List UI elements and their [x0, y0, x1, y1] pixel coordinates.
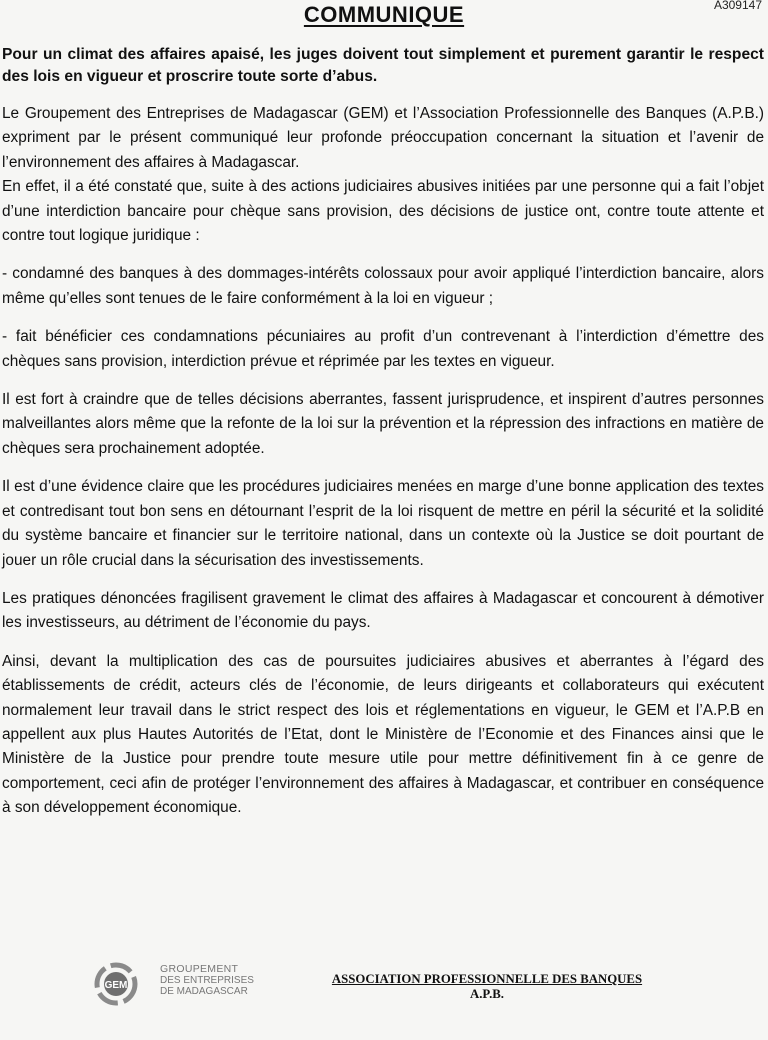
document-title [0, 2, 768, 28]
title-text: COMMUNIQUE [303, 2, 465, 27]
signature-footer [0, 958, 768, 1018]
paragraph-1: Le Groupement des Entreprises de Madagascar (GEM) et l’Association Professionnelle des Banques (A.P.B.) expriment par le présent communiqué leur profonde préoccupation concernant la situation et l’avenir de l’environnement des affaires à Madagascar. [2, 105, 764, 171]
gem-logo-icon [94, 962, 150, 1006]
gem-line-3: DE MADAGASCAR [160, 986, 248, 997]
bullet-2: - fait bénéficier ces condamnations pécuniaires au profit d’un contrevenant à l’interdiction d’émettre des chèques sans provision, interdiction prévue et réprimée par les textes en vigueur. [2, 328, 764, 370]
apb-name: ASSOCIATION PROFESSIONNELLE DES BANQUES [331, 972, 643, 986]
gem-line-2: DES ENTREPRISES [160, 975, 254, 986]
paragraph-3: Il est fort à craindre que de telles décisions aberrantes, fassent jurisprudence, et inspirent d’autres personnes malveillantes alors même que la refonte de la loi sur la prévention et la répression des infractions en matière de chèques sera prochainement adoptée. [2, 391, 764, 457]
paragraph-4: Il est d’une évidence claire que les procédures judiciaires menées en marge d’une bonne application des textes et contredisant tout bon sens en détournant l’esprit de la loi risquent de mettre en péril la sécurité et la solidité du système bancaire et financier sur le territoire national, dans un contexte où la Justice se doit pourtant de jouer un rôle crucial dans la sécurisation des investissements. [2, 478, 764, 569]
svg-text:GEM: GEM [104, 980, 128, 991]
apb-abbr: A.P.B. [469, 987, 505, 1001]
document-body [2, 44, 764, 821]
document-reference: A309147 [713, 0, 762, 12]
lead-paragraph: Pour un climat des affaires apaisé, les juges doivent tout simplement et purement garantir le respect des lois en vigueur et proscrire toute sorte d’abus. [2, 46, 764, 85]
gem-line-1: GROUPEMENT [160, 963, 239, 975]
paragraph-6: Ainsi, devant la multiplication des cas de poursuites judiciaires abusives et aberrantes à l’égard des établissements de crédit, acteurs clés de l’économie, de leurs dirigeants et collaborateurs qui exécutent normalement leur travail dans le strict respect des lois et réglementations en vigueur, le GEM et l’A.P.B en appellent aux plus Hautes Autorités de l’Etat, dont le Ministère de l’Economie et des Finances ainsi que le Ministère de la Justice pour prendre toute mesure utile pour mettre définitivement fin à ce genre de comportement, ceci afin de protéger l’environnement des affaires à Madagascar, et contribuer en conséquence à son développement économique. [2, 652, 764, 817]
paragraph-2: En effet, il a été constaté que, suite à des actions judiciaires abusives initiées par une personne qui a fait l’objet d’une interdiction bancaire pour chèque sans provision, des décisions de justice ont, contre toute attente et contre tout logique juridique : [2, 178, 764, 245]
bullet-1: - condamné des banques à des dommages-intérêts colossaux pour avoir appliqué l’interdiction bancaire, alors même qu’elles sont tenues de le faire conformément à la loi en vigueur ; [2, 265, 764, 307]
paragraph-5: Les pratiques dénoncées fragilisent gravement le climat des affaires à Madagascar et concourent à démotiver les investisseurs, au détriment de l’économie du pays. [2, 589, 764, 632]
gem-wordmark [160, 964, 254, 997]
apb-signature [300, 972, 674, 1002]
